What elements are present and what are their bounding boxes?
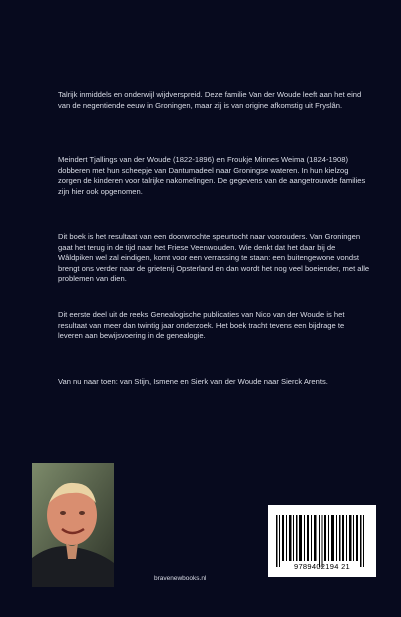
author-photo: [32, 463, 114, 587]
publisher-name: bravenewbooks.nl: [154, 575, 207, 582]
author-photo-image: [32, 463, 114, 587]
blurb-paragraph-5: Van nu naar toen: van Stijn, Ismene en Sierk van der Woude naar Sierck Arents.: [58, 377, 328, 386]
isbn-barcode: [268, 505, 376, 577]
blurb-paragraph-1: Talrijk inmiddels en onderwijl wijdverspreid. Deze familie Van der Woude leeft aan het eind van de negentiende eeuw in Groningen, maar zij is van origine afkomstig uit Fryslân.: [58, 90, 362, 110]
blurb-paragraph-2: Meindert Tjallings van der Woude (1822-1896) en Froukje Minnes Weima (1824-1908) dobberen met hun scheepje van Dantumadeel naar Groningse wateren. In hun kielzog zorgen de kinderen voor talrijke nakomelingen. De gegevens van de aangetrouwde families zijn hier ook opgenomen.: [58, 155, 366, 196]
blurb-paragraph-4: Dit eerste deel uit de reeks Genealogische publicaties van Nico van der Woude is het resultaat van meer dan twintig jaar onderzoek. Het boek tracht tevens een bijdrage te leveren aan bewijsvoering in de genealogie.: [58, 310, 345, 341]
isbn-digits: 9789402194 21: [293, 562, 351, 571]
blurb-paragraph-3: Dit boek is het resultaat van een doorwrochte speurtocht naar voorouders. Van Groningen gaat het terug in de tijd naar het Friese Veenwouden. Wie denkt dat het daar bij de Wâldpiken wel zal eindigen, komt voor een verrassing te staan: een buitengewone vondst brengt ons verder naar de grietenij Opsterland en dan wordt het nog veel boeiender, met alle problemen van dien.: [58, 232, 370, 284]
